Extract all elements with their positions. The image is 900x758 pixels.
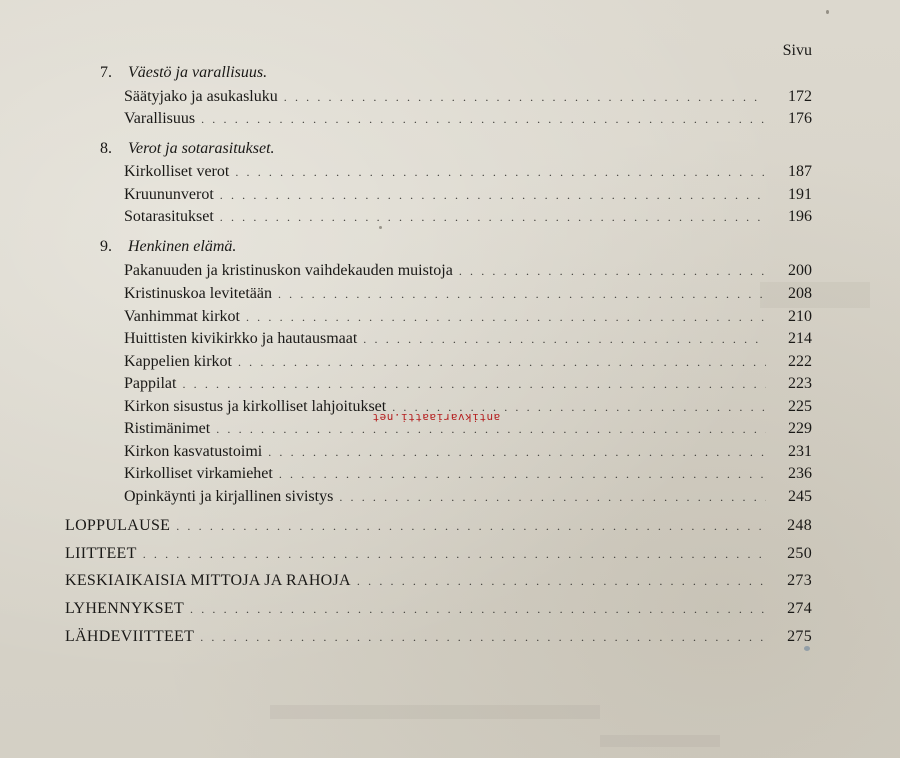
toc-entry-page: 222	[788, 353, 812, 370]
toc-entry-title: Kristinuskoa levitetään	[124, 285, 272, 302]
toc-entry-page: 248	[787, 517, 812, 534]
toc-entry	[124, 488, 812, 508]
toc-entry-page: 187	[788, 163, 812, 180]
toc-entry-page: 229	[788, 420, 812, 437]
dot-leader	[176, 519, 766, 534]
toc-entry-page: 208	[788, 285, 812, 302]
section-title: Henkinen elämä.	[128, 238, 237, 255]
toc-entry-page: 200	[788, 262, 812, 279]
toc-entry-page: 191	[788, 186, 812, 203]
toc-entry-title: LÄHDEVIITTEET	[65, 628, 195, 645]
dot-leader	[278, 287, 766, 302]
toc-main-entry	[65, 572, 812, 592]
toc-entry-title: Varallisuus	[124, 110, 196, 127]
toc-entry-title: Kirkolliset virkamiehet	[124, 465, 273, 482]
toc-entry-page: 172	[788, 88, 812, 105]
dot-leader	[363, 332, 766, 347]
toc-entry	[124, 443, 812, 463]
toc-entry-title: Kirkon kasvatustoimi	[124, 443, 263, 460]
dot-leader	[268, 445, 766, 460]
paper-speck	[826, 10, 829, 14]
section-number: 8.	[100, 140, 112, 157]
dot-leader	[235, 165, 766, 180]
dot-leader	[182, 377, 766, 392]
toc-entry	[124, 110, 812, 130]
dot-leader	[357, 574, 766, 589]
paper-speck	[804, 646, 810, 651]
bleed-through-shadow	[270, 705, 600, 719]
toc-entry	[124, 163, 812, 183]
dot-leader	[216, 422, 766, 437]
toc-entry-title: Kappelien kirkot	[124, 353, 232, 370]
dot-leader	[284, 90, 766, 105]
toc-entry-page: 273	[787, 572, 812, 589]
dot-leader	[143, 547, 766, 562]
dot-leader	[220, 210, 766, 225]
toc-entry	[124, 208, 812, 228]
dot-leader	[200, 630, 766, 645]
dot-leader	[459, 264, 766, 279]
toc-entry	[124, 330, 812, 350]
toc-entry	[124, 186, 812, 206]
toc-entry	[124, 308, 812, 328]
toc-entry-page: 245	[788, 488, 812, 505]
toc-entry-page: 176	[788, 110, 812, 127]
section-number: 9.	[100, 238, 112, 255]
toc-entry-title: LYHENNYKSET	[65, 600, 185, 617]
toc-entry-page: 250	[787, 545, 812, 562]
dot-leader	[201, 112, 766, 127]
toc-entry	[124, 262, 812, 282]
toc-main-entry	[65, 545, 812, 565]
watermark-text: antikvariaatti.net	[372, 411, 501, 424]
toc-main-entry	[65, 600, 812, 620]
toc-entry-title: Sotarasitukset	[124, 208, 214, 225]
toc-entry-title: Kirkolliset verot	[124, 163, 230, 180]
toc-entry-page: 214	[788, 330, 812, 347]
toc-entry-title: Pappilat	[124, 375, 177, 392]
toc-entry-title: Säätyjako ja asukasluku	[124, 88, 278, 105]
toc-entry-title: Vanhimmat kirkot	[124, 308, 240, 325]
toc-main-entry	[65, 517, 812, 537]
toc-entry	[124, 88, 812, 108]
toc-entry-title: LIITTEET	[65, 545, 137, 562]
toc-entry	[124, 465, 812, 485]
dot-leader	[246, 310, 766, 325]
toc-entry-page: 196	[788, 208, 812, 225]
toc-entry-title: KESKIAIKAISIA MITTOJA JA RAHOJA	[65, 572, 351, 589]
section-heading	[100, 238, 236, 256]
toc-entry-title: Kirkon sisustus ja kirkolliset lahjoitukset	[124, 398, 387, 415]
toc-entry-page: 210	[788, 308, 812, 325]
toc-entry	[124, 353, 812, 373]
paper-speck	[379, 226, 382, 229]
toc-entry-page: 231	[788, 443, 812, 460]
dot-leader	[279, 467, 766, 482]
toc-entry-title: Ristimänimet	[124, 420, 211, 437]
toc-entry-page: 274	[787, 600, 812, 617]
toc-main-entry	[65, 628, 812, 648]
page-column-label: Sivu	[782, 42, 812, 59]
section-heading	[100, 140, 275, 158]
dot-leader	[339, 490, 766, 505]
toc-entry-title: LOPPULAUSE	[65, 517, 171, 534]
toc-entry	[124, 375, 812, 395]
toc-entry-page: 225	[788, 398, 812, 415]
toc-entry-title: Opinkäynti ja kirjallinen sivistys	[124, 488, 334, 505]
toc-entry	[124, 285, 812, 305]
toc-entry-page: 236	[788, 465, 812, 482]
toc-entry-title: Pakanuuden ja kristinuskon vaihdekauden muistoja	[124, 262, 453, 279]
section-title: Verot ja sotarasitukset.	[128, 140, 275, 157]
section-heading	[100, 64, 267, 82]
dot-leader	[190, 602, 766, 617]
dot-leader	[220, 188, 766, 203]
toc-entry-title: Huittisten kivikirkko ja hautausmaat	[124, 330, 358, 347]
toc-entry-page: 275	[787, 628, 812, 645]
toc-entry-page: 223	[788, 375, 812, 392]
section-number: 7.	[100, 64, 112, 81]
bleed-through-shadow	[600, 735, 720, 747]
toc-entry-title: Kruununverot	[124, 186, 214, 203]
dot-leader	[238, 355, 766, 370]
section-title: Väestö ja varallisuus.	[128, 64, 268, 81]
